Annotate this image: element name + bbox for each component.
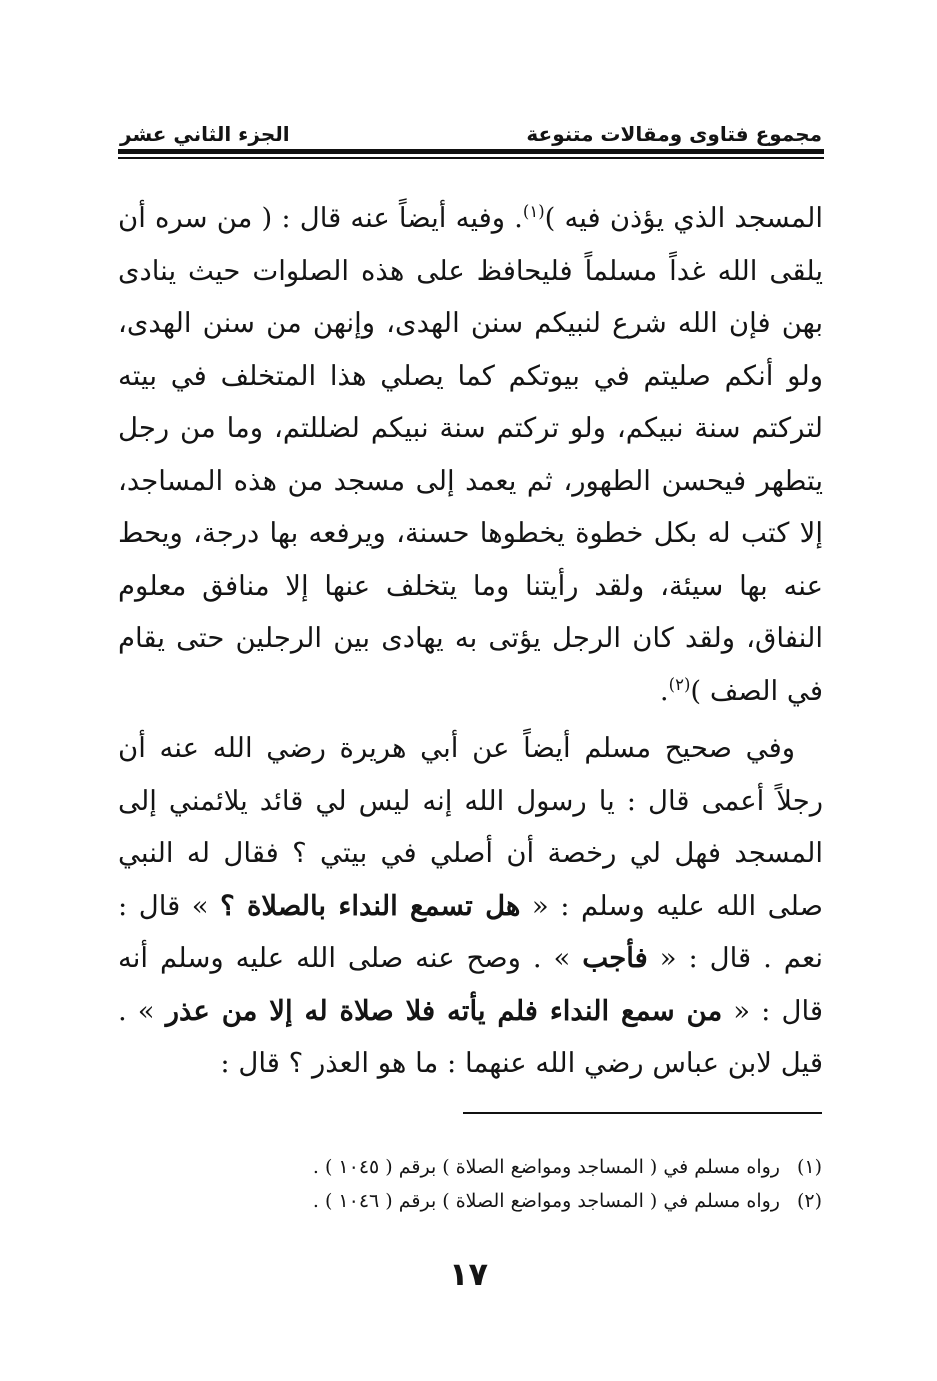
footnote-1-number: (١) [796,1156,822,1178]
p2-text-4: » . قيل لابن عباس رضي الله عنهما : ما هو العذر ؟ قال : [118,994,823,1079]
p1-text-2: . وفيه أيضاً عنه قال : ( من سره أن يلقى الله غداً مسلماً فليحافظ على هذه الصلوات حيث ينادى بهن فإن الله شرع لنبيكم سنن الهدى، وإنهن من سنن الهدى، ولو أنكم صليتم في بيوتكم كما يصلي هذا المتخلف في بيته لتركتم سنة نبيكم، ولو تركتم سنة نبيكم لضللتم، وما من رجل يتطهر فيحسن الطهور، ثم يعمد إلى مسجد من هذه المساجد، إلا كتب له بكل خطوة يخطوها حسنة، ويرفعه بها درجة، ويحط عنه بها سيئة، ولقد رأيتنا وما يتخلف عنها إلا منافق معلوم النفاق، ولقد كان الرجل يؤتى به يهادى بين الرجلين حتى يقام في الصف ) [118,202,823,707]
footnote-1 [150,1150,822,1184]
footnote-1-text: رواه مسلم في ( المساجد ومواضع الصلاة ) برقم ( ١٠٤٥ ) . [312,1156,780,1178]
header-rule-thin [118,157,824,159]
running-header [120,112,822,146]
header-rule-thick [118,149,824,154]
footnotes [150,1150,822,1218]
paragraph-1 [118,192,823,717]
p1-text-3: . [659,674,669,707]
p2-text-3: » . وصح عنه صلى الله عليه وسلم أنه قال : « [118,942,824,1027]
hadith-quote-1: هل تسمع النداء بالصلاة ؟ [220,889,521,922]
footnote-2-text: رواه مسلم في ( المساجد ومواضع الصلاة ) برقم ( ١٠٤٦ ) . [312,1190,780,1212]
p2-text-2: » قال : نعم . قال : « [118,889,823,974]
page-number: ١٧ [448,1255,489,1293]
footnote-2 [150,1184,822,1218]
footnote-separator [463,1112,822,1114]
paragraph-2 [118,722,823,1090]
header-book-title: مجموع فتاوى ومقالات متنوعة [526,122,822,146]
p2-text-1: وفي صحيح مسلم أيضاً عن أبي هريرة رضي الله عنه أن رجلاً أعمى قال : يا رسول الله إنه ليس لي قائد يلائمني إلى المسجد فهل لي رخصة أن أصلي في بيتي ؟ فقال له النبي صلى الله عليه وسلم : « [118,732,823,922]
p1-text-1: المسجد الذي يؤذن فيه ) [544,202,823,234]
footnote-2-number: (٢) [796,1190,822,1212]
footnote-ref-2[interactable]: (٢) [668,674,691,694]
header-volume: الجزء الثاني عشر [120,122,290,146]
hadith-quote-2: فأجب [582,942,648,974]
main-text [118,192,823,1090]
footnote-ref-1[interactable]: (١) [522,201,545,221]
hadith-quote-3: من سمع النداء فلم يأته فلا صلاة له إلا من عذر [165,994,723,1027]
